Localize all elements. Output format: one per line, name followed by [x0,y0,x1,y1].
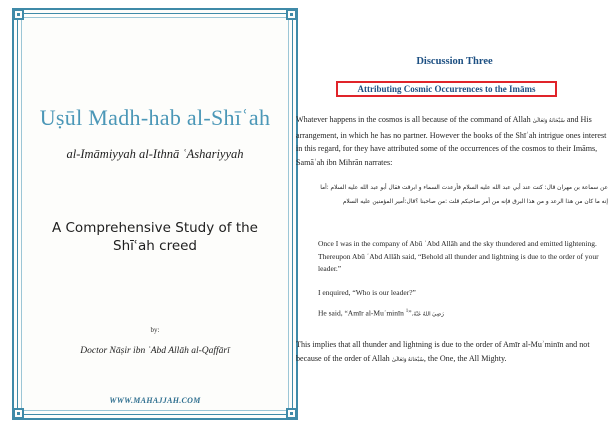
footnote-marker[interactable]: 1 [405,309,409,314]
corner-ornament-icon [13,9,24,20]
arabic-narration: عن سماعة بن مهران قال: كنت عند أبي عبد الله عليه السلام فأرعدت السماء و ابرقت فقال أبو عبد الله عليه السلام :أما إنه ما كان من هذا الرعد و من هذا البرق فإنه من أمر صاحبكم قلت :من صاحبنا ؟قال:أمير المؤمنين عليه السلام [320,185,608,205]
paragraph-intro [296,113,611,169]
quote-narration: Once I was in the company of Abū ʿAbd Allāh and the sky thundered and emitted lightening. Thereupon Abū ʿAbd Allāh said, “Behold all thunder and lightning is due to the order of your leader.” [318,239,599,273]
discussion-heading: Discussion Three [416,56,493,67]
document-page [294,0,615,428]
quote-question: I enquired, “Who is our leader?” [318,288,416,297]
cover-author: Doctor Nāṣir ibn ʿAbd Allāh al-Qaffārī [80,346,230,356]
paragraph-conclusion-rest: , the One, the All Mighty. [423,353,507,363]
paragraph-intro-rest: and His arrangement, in which he has no partner. However the books of the Shīʿah intrigue ones interest in this regard, for they have attributed some of the occurrences of the cosmos to their Imāms, Samāʿah ibn Mihrān narrates: [296,115,607,167]
cover-title: Uṣūl Madh-hab al-Shīʿah [39,105,271,130]
corner-ornament-icon [13,408,24,419]
quote-answer [318,306,606,321]
honorific: سُبْحَانَهُ وَتَعَالَىٰ [532,118,565,124]
paragraph-conclusion-text: This implies that all thunder and lightning is due to the order of Amīr al-Muʾminīn and not because of the order of Allah [296,340,590,363]
cover-website-link[interactable]: WWW.MAHAJJAH.COM [109,396,201,405]
cover-heading: A Comprehensive Study of the Shīʿah creed [51,220,258,254]
honorific: رَضِيَ اللهُ عَنْهُ [413,311,444,318]
quote-answer-prefix: He said, “Amīr al-Muʾminīn [318,308,406,318]
book-cover [12,8,298,420]
honorific: سُبْحَانَهُ وَتَعَالَىٰ [391,356,424,363]
quote-answer-suffix: .” [408,308,414,318]
cover-by-label: by: [150,326,160,334]
section-title-highlighted: Attributing Cosmic Occurrences to the Imāms [336,81,557,97]
cover-subtitle: al-Imāmiyyah al-Ithnā ʿAshariyyah [66,147,244,161]
paragraph-conclusion [296,338,611,367]
paragraph-intro-text: Whatever happens in the cosmos is all because of the command of Allah [296,115,533,124]
